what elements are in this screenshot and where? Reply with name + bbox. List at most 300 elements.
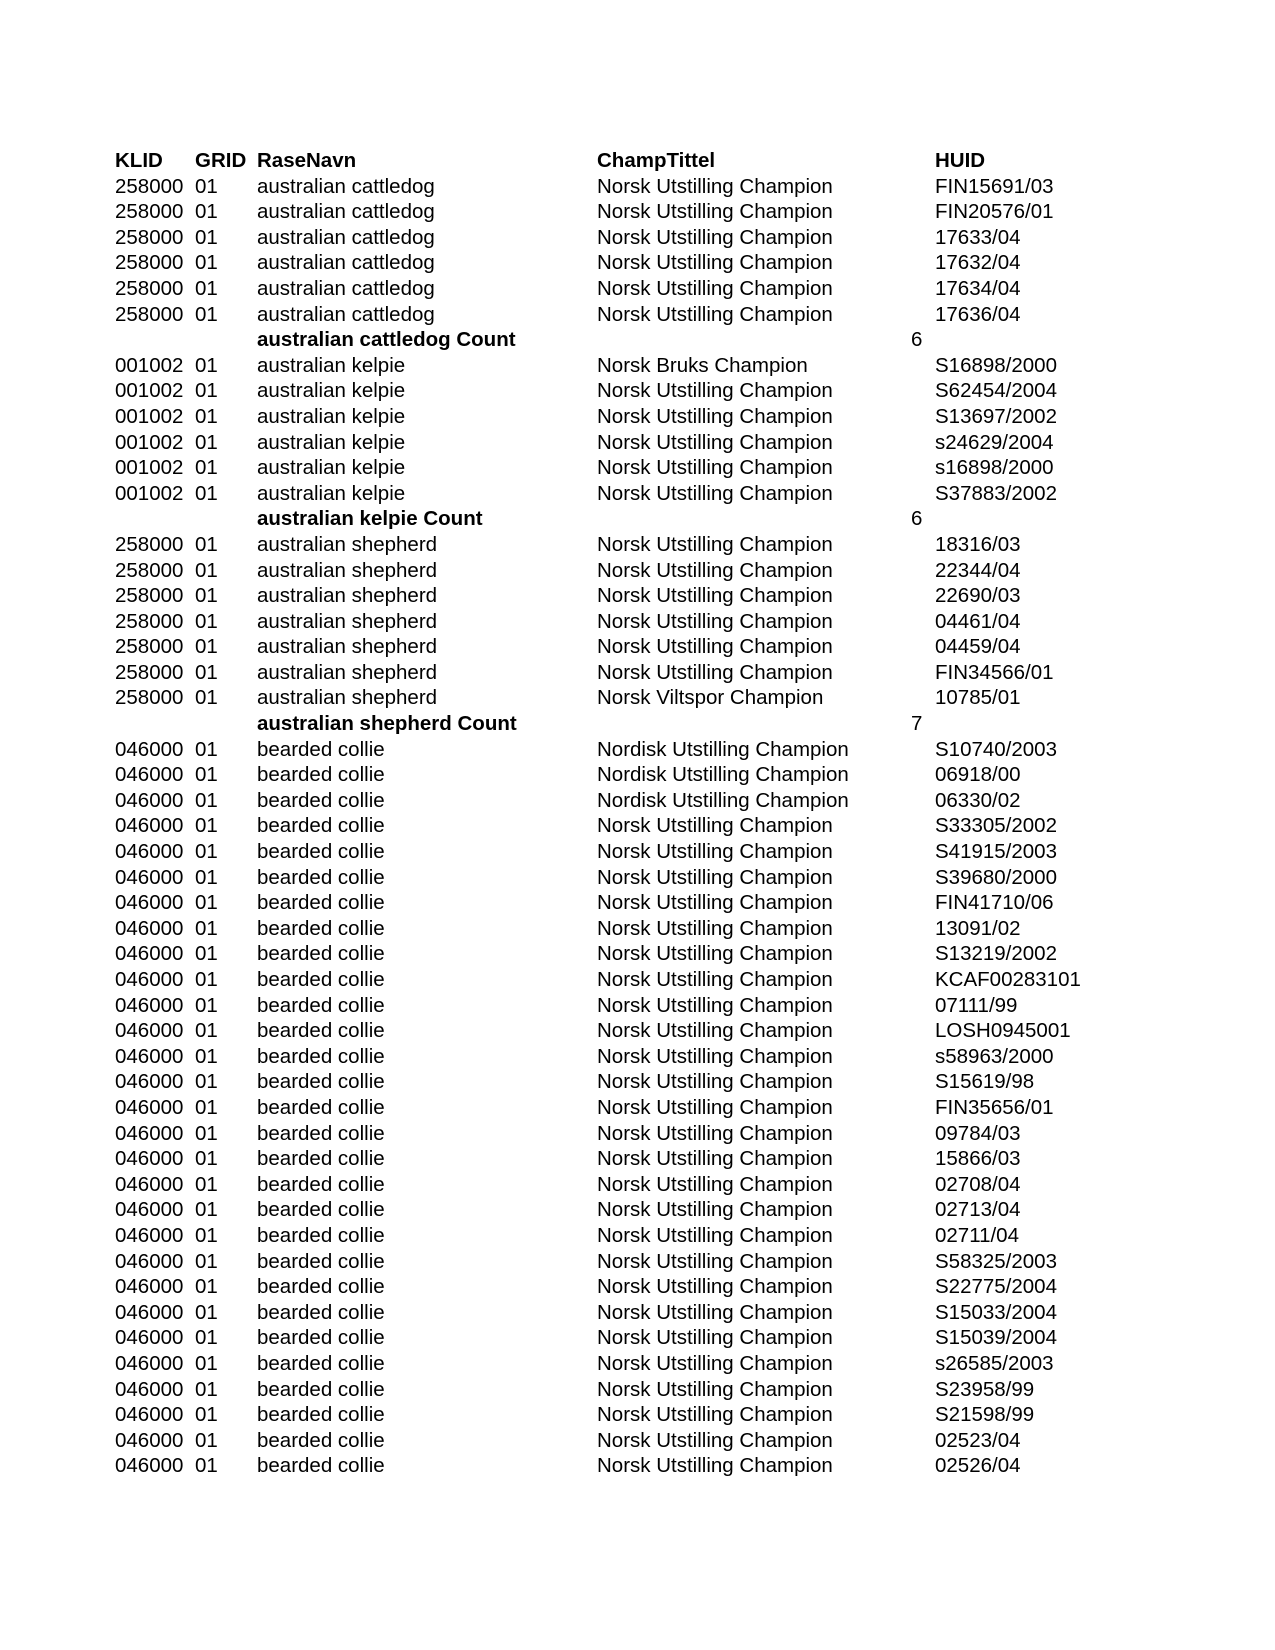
table-row xyxy=(115,1453,1115,1479)
cell-huid: LOSH0945001 xyxy=(935,1019,1071,1043)
cell-champtittel: Norsk Utstilling Champion xyxy=(597,1121,833,1145)
cell-rasenavn: australian shepherd xyxy=(257,532,438,556)
cell-grid: 01 xyxy=(195,1249,218,1273)
cell-grid: 01 xyxy=(195,1044,218,1068)
table-row xyxy=(115,634,1115,660)
cell-rasenavn: bearded collie xyxy=(257,1172,385,1196)
cell-klid: 258000 xyxy=(115,302,184,326)
table-row xyxy=(115,941,1115,967)
table-row xyxy=(115,1069,1115,1095)
table-row xyxy=(115,1172,1115,1198)
cell-champtittel: Norsk Utstilling Champion xyxy=(597,609,833,633)
cell-klid: 046000 xyxy=(115,1095,184,1119)
summary-label: australian kelpie Count xyxy=(257,507,483,531)
cell-champtittel: Norsk Utstilling Champion xyxy=(597,1351,833,1375)
cell-huid: 22344/04 xyxy=(935,558,1021,582)
summary-count: 6 xyxy=(911,507,923,531)
table-row xyxy=(115,1018,1115,1044)
cell-klid: 258000 xyxy=(115,558,184,582)
header-grid: GRID xyxy=(195,149,247,172)
cell-huid: 04461/04 xyxy=(935,609,1021,633)
header-klid: KLID xyxy=(115,149,163,172)
table-row xyxy=(115,1249,1115,1275)
cell-klid: 046000 xyxy=(115,891,184,915)
cell-rasenavn: bearded collie xyxy=(257,891,385,915)
cell-huid: FIN15691/03 xyxy=(935,174,1054,198)
cell-grid: 01 xyxy=(195,814,218,838)
cell-grid: 01 xyxy=(195,1428,218,1452)
table-row xyxy=(115,378,1115,404)
table-row xyxy=(115,1044,1115,1070)
cell-champtittel: Norsk Utstilling Champion xyxy=(597,1275,833,1299)
cell-rasenavn: australian cattledog xyxy=(257,200,435,224)
cell-rasenavn: bearded collie xyxy=(257,1428,385,1452)
cell-huid: FIN20576/01 xyxy=(935,200,1054,224)
cell-champtittel: Norsk Utstilling Champion xyxy=(597,430,833,454)
cell-huid: S10740/2003 xyxy=(935,737,1057,761)
cell-huid: S15039/2004 xyxy=(935,1326,1057,1350)
cell-rasenavn: australian kelpie xyxy=(257,353,406,377)
cell-huid: 02711/04 xyxy=(935,1223,1019,1247)
table-row xyxy=(115,788,1115,814)
cell-champtittel: Norsk Utstilling Champion xyxy=(597,1044,833,1068)
cell-rasenavn: australian kelpie xyxy=(257,456,406,480)
cell-grid: 01 xyxy=(195,1198,218,1222)
cell-grid: 01 xyxy=(195,1121,218,1145)
cell-klid: 258000 xyxy=(115,276,184,300)
cell-grid: 01 xyxy=(195,1326,218,1350)
cell-klid: 046000 xyxy=(115,1275,184,1299)
cell-klid: 046000 xyxy=(115,840,184,864)
summary-row xyxy=(115,327,1115,353)
cell-klid: 258000 xyxy=(115,174,184,198)
cell-klid: 046000 xyxy=(115,942,184,966)
table-row xyxy=(115,1300,1115,1326)
cell-champtittel: Norsk Utstilling Champion xyxy=(597,404,833,428)
cell-grid: 01 xyxy=(195,302,218,326)
cell-huid: 13091/02 xyxy=(935,916,1021,940)
cell-rasenavn: bearded collie xyxy=(257,737,385,761)
header-rasenavn: RaseNavn xyxy=(257,149,357,172)
summary-count: 6 xyxy=(911,328,923,352)
cell-huid: S15619/98 xyxy=(935,1070,1035,1094)
table-row xyxy=(115,583,1115,609)
cell-rasenavn: australian kelpie xyxy=(257,379,406,403)
cell-rasenavn: australian shepherd xyxy=(257,584,438,608)
cell-champtittel: Norsk Utstilling Champion xyxy=(597,379,833,403)
cell-champtittel: Norsk Utstilling Champion xyxy=(597,174,833,198)
cell-klid: 258000 xyxy=(115,660,184,684)
table-row xyxy=(115,916,1115,942)
cell-rasenavn: bearded collie xyxy=(257,916,385,940)
cell-rasenavn: bearded collie xyxy=(257,1249,385,1273)
cell-klid: 046000 xyxy=(115,1070,184,1094)
cell-grid: 01 xyxy=(195,200,218,224)
cell-rasenavn: australian cattledog xyxy=(257,225,435,249)
cell-rasenavn: bearded collie xyxy=(257,968,385,991)
cell-champtittel: Norsk Utstilling Champion xyxy=(597,865,833,889)
summary-count: 7 xyxy=(911,712,923,736)
cell-huid: 02708/04 xyxy=(935,1172,1021,1196)
cell-champtittel: Norsk Utstilling Champion xyxy=(597,558,833,582)
cell-grid: 01 xyxy=(195,353,218,377)
cell-champtittel: Norsk Utstilling Champion xyxy=(597,1454,833,1478)
summary-label: australian shepherd Count xyxy=(257,712,517,736)
cell-grid: 01 xyxy=(195,763,218,787)
cell-huid: S39680/2000 xyxy=(935,865,1057,889)
cell-rasenavn: australian shepherd xyxy=(257,635,438,659)
cell-champtittel: Norsk Utstilling Champion xyxy=(597,1172,833,1196)
table-row xyxy=(115,302,1115,328)
cell-huid: FIN35656/01 xyxy=(935,1095,1054,1119)
cell-huid: s24629/2004 xyxy=(935,430,1054,454)
cell-huid: S41915/2003 xyxy=(935,840,1057,864)
cell-klid: 046000 xyxy=(115,1019,184,1043)
cell-rasenavn: bearded collie xyxy=(257,1351,385,1375)
table-row xyxy=(115,455,1115,481)
cell-klid: 046000 xyxy=(115,788,184,812)
table-row xyxy=(115,481,1115,507)
table-row xyxy=(115,1146,1115,1172)
cell-champtittel: Norsk Utstilling Champion xyxy=(597,584,833,608)
cell-rasenavn: bearded collie xyxy=(257,1403,385,1427)
cell-champtittel: Norsk Utstilling Champion xyxy=(597,1019,833,1043)
cell-huid: 02526/04 xyxy=(935,1454,1021,1478)
cell-grid: 01 xyxy=(195,1223,218,1247)
cell-grid: 01 xyxy=(195,1351,218,1375)
cell-huid: 10785/01 xyxy=(935,686,1021,710)
cell-rasenavn: bearded collie xyxy=(257,1223,385,1247)
cell-klid: 046000 xyxy=(115,737,184,761)
cell-champtittel: Norsk Utstilling Champion xyxy=(597,1403,833,1427)
cell-huid: 07111/99 xyxy=(935,993,1018,1017)
cell-champtittel: Nordisk Utstilling Champion xyxy=(597,737,849,761)
cell-champtittel: Norsk Utstilling Champion xyxy=(597,1198,833,1222)
cell-grid: 01 xyxy=(195,558,218,582)
table-row xyxy=(115,660,1115,686)
cell-klid: 046000 xyxy=(115,1351,184,1375)
table-row xyxy=(115,199,1115,225)
cell-rasenavn: bearded collie xyxy=(257,1019,385,1043)
cell-grid: 01 xyxy=(195,1019,218,1043)
cell-huid: 04459/04 xyxy=(935,635,1021,659)
table-row xyxy=(115,430,1115,456)
cell-klid: 046000 xyxy=(115,968,184,991)
cell-champtittel: Norsk Utstilling Champion xyxy=(597,635,833,659)
cell-klid: 258000 xyxy=(115,200,184,224)
cell-huid: S15033/2004 xyxy=(935,1300,1057,1324)
cell-klid: 046000 xyxy=(115,1454,184,1478)
cell-huid: 02523/04 xyxy=(935,1428,1021,1452)
cell-klid: 001002 xyxy=(115,353,184,377)
cell-klid: 001002 xyxy=(115,481,184,505)
cell-huid: FIN34566/01 xyxy=(935,660,1054,684)
cell-grid: 01 xyxy=(195,916,218,940)
cell-grid: 01 xyxy=(195,968,218,991)
cell-rasenavn: australian cattledog xyxy=(257,251,435,275)
table-row xyxy=(115,250,1115,276)
cell-klid: 046000 xyxy=(115,1147,184,1171)
cell-grid: 01 xyxy=(195,456,218,480)
table-row xyxy=(115,276,1115,302)
cell-rasenavn: bearded collie xyxy=(257,1275,385,1299)
cell-rasenavn: australian cattledog xyxy=(257,174,435,198)
cell-champtittel: Norsk Utstilling Champion xyxy=(597,481,833,505)
cell-rasenavn: bearded collie xyxy=(257,865,385,889)
cell-grid: 01 xyxy=(195,737,218,761)
table-row xyxy=(115,1197,1115,1223)
cell-champtittel: Norsk Utstilling Champion xyxy=(597,968,833,991)
cell-rasenavn: australian cattledog xyxy=(257,302,435,326)
table-row xyxy=(115,225,1115,251)
cell-klid: 046000 xyxy=(115,1428,184,1452)
cell-champtittel: Norsk Viltspor Champion xyxy=(597,686,824,710)
cell-rasenavn: bearded collie xyxy=(257,1044,385,1068)
cell-klid: 046000 xyxy=(115,763,184,787)
cell-grid: 01 xyxy=(195,379,218,403)
cell-champtittel: Norsk Utstilling Champion xyxy=(597,1377,833,1401)
cell-champtittel: Norsk Bruks Champion xyxy=(597,353,808,377)
cell-huid: s58963/2000 xyxy=(935,1044,1054,1068)
cell-klid: 046000 xyxy=(115,1377,184,1401)
cell-champtittel: Norsk Utstilling Champion xyxy=(597,1428,833,1452)
cell-rasenavn: australian shepherd xyxy=(257,660,438,684)
table-row xyxy=(115,890,1115,916)
cell-rasenavn: bearded collie xyxy=(257,1147,385,1171)
cell-klid: 046000 xyxy=(115,1249,184,1273)
cell-rasenavn: australian kelpie xyxy=(257,430,406,454)
cell-champtittel: Norsk Utstilling Champion xyxy=(597,302,833,326)
cell-huid: S33305/2002 xyxy=(935,814,1057,838)
cell-champtittel: Norsk Utstilling Champion xyxy=(597,660,833,684)
table-row xyxy=(115,1121,1115,1147)
cell-champtittel: Norsk Utstilling Champion xyxy=(597,840,833,864)
champion-table xyxy=(115,148,1115,1479)
cell-huid: S58325/2003 xyxy=(935,1249,1057,1273)
cell-grid: 01 xyxy=(195,865,218,889)
cell-champtittel: Norsk Utstilling Champion xyxy=(597,1147,833,1171)
table-row xyxy=(115,1428,1115,1454)
cell-grid: 01 xyxy=(195,1147,218,1171)
cell-champtittel: Norsk Utstilling Champion xyxy=(597,993,833,1017)
cell-rasenavn: australian shepherd xyxy=(257,686,438,710)
cell-klid: 001002 xyxy=(115,430,184,454)
cell-champtittel: Nordisk Utstilling Champion xyxy=(597,763,849,787)
cell-huid: S22775/2004 xyxy=(935,1275,1057,1299)
cell-champtittel: Norsk Utstilling Champion xyxy=(597,942,833,966)
header-champtittel: ChampTittel xyxy=(597,149,716,172)
cell-rasenavn: bearded collie xyxy=(257,1121,385,1145)
cell-klid: 258000 xyxy=(115,635,184,659)
cell-huid: s16898/2000 xyxy=(935,456,1054,480)
cell-champtittel: Norsk Utstilling Champion xyxy=(597,456,833,480)
table-row xyxy=(115,762,1115,788)
cell-grid: 01 xyxy=(195,1300,218,1324)
cell-grid: 01 xyxy=(195,993,218,1017)
cell-rasenavn: bearded collie xyxy=(257,1198,385,1222)
cell-klid: 001002 xyxy=(115,379,184,403)
cell-klid: 046000 xyxy=(115,1121,184,1145)
cell-grid: 01 xyxy=(195,1377,218,1401)
cell-huid: S62454/2004 xyxy=(935,379,1057,403)
header-huid: HUID xyxy=(935,149,986,172)
cell-rasenavn: bearded collie xyxy=(257,788,385,812)
summary-label: australian cattledog Count xyxy=(257,328,516,352)
cell-rasenavn: bearded collie xyxy=(257,840,385,864)
cell-grid: 01 xyxy=(195,609,218,633)
cell-rasenavn: australian kelpie xyxy=(257,404,406,428)
summary-row xyxy=(115,506,1115,532)
cell-grid: 01 xyxy=(195,635,218,659)
cell-huid: 02713/04 xyxy=(935,1198,1021,1222)
cell-grid: 01 xyxy=(195,1454,218,1478)
cell-rasenavn: australian shepherd xyxy=(257,609,438,633)
cell-huid: 17632/04 xyxy=(935,251,1021,275)
table-row xyxy=(115,532,1115,558)
cell-grid: 01 xyxy=(195,225,218,249)
cell-champtittel: Norsk Utstilling Champion xyxy=(597,1249,833,1273)
cell-huid: 06330/02 xyxy=(935,788,1021,812)
cell-klid: 258000 xyxy=(115,532,184,556)
cell-grid: 01 xyxy=(195,1275,218,1299)
table-header xyxy=(115,148,1115,174)
cell-champtittel: Norsk Utstilling Champion xyxy=(597,276,833,300)
cell-grid: 01 xyxy=(195,788,218,812)
cell-grid: 01 xyxy=(195,481,218,505)
cell-grid: 01 xyxy=(195,891,218,915)
table-body xyxy=(115,174,1115,1479)
table-row xyxy=(115,1325,1115,1351)
cell-huid: FIN41710/06 xyxy=(935,891,1054,915)
cell-champtittel: Norsk Utstilling Champion xyxy=(597,1326,833,1350)
cell-rasenavn: bearded collie xyxy=(257,1454,385,1478)
cell-klid: 001002 xyxy=(115,456,184,480)
cell-grid: 01 xyxy=(195,251,218,275)
table-row xyxy=(115,813,1115,839)
cell-huid: S21598/99 xyxy=(935,1403,1035,1427)
cell-grid: 01 xyxy=(195,584,218,608)
cell-grid: 01 xyxy=(195,404,218,428)
cell-grid: 01 xyxy=(195,276,218,300)
table-row xyxy=(115,685,1115,711)
cell-grid: 01 xyxy=(195,840,218,864)
table-row xyxy=(115,1351,1115,1377)
cell-grid: 01 xyxy=(195,1095,218,1119)
cell-champtittel: Norsk Utstilling Champion xyxy=(597,1070,833,1094)
cell-champtittel: Norsk Utstilling Champion xyxy=(597,891,833,915)
cell-rasenavn: bearded collie xyxy=(257,942,385,966)
cell-huid: 15866/03 xyxy=(935,1147,1021,1171)
table-row xyxy=(115,1095,1115,1121)
cell-champtittel: Norsk Utstilling Champion xyxy=(597,1300,833,1324)
table-row xyxy=(115,174,1115,200)
cell-champtittel: Norsk Utstilling Champion xyxy=(597,532,833,556)
cell-klid: 046000 xyxy=(115,1198,184,1222)
cell-klid: 258000 xyxy=(115,686,184,710)
cell-klid: 046000 xyxy=(115,814,184,838)
cell-klid: 046000 xyxy=(115,1044,184,1068)
cell-champtittel: Norsk Utstilling Champion xyxy=(597,225,833,249)
cell-champtittel: Norsk Utstilling Champion xyxy=(597,1095,833,1119)
cell-grid: 01 xyxy=(195,532,218,556)
cell-klid: 258000 xyxy=(115,225,184,249)
cell-klid: 046000 xyxy=(115,1403,184,1427)
cell-klid: 001002 xyxy=(115,404,184,428)
cell-grid: 01 xyxy=(195,942,218,966)
cell-rasenavn: australian shepherd xyxy=(257,558,438,582)
cell-rasenavn: bearded collie xyxy=(257,1326,385,1350)
cell-rasenavn: bearded collie xyxy=(257,1377,385,1401)
cell-rasenavn: bearded collie xyxy=(257,814,385,838)
cell-huid: s26585/2003 xyxy=(935,1351,1054,1375)
cell-huid: 09784/03 xyxy=(935,1121,1021,1145)
cell-champtittel: Norsk Utstilling Champion xyxy=(597,200,833,224)
table-row xyxy=(115,404,1115,430)
table-row xyxy=(115,558,1115,584)
cell-champtittel: Nordisk Utstilling Champion xyxy=(597,788,849,812)
cell-klid: 046000 xyxy=(115,1300,184,1324)
cell-grid: 01 xyxy=(195,430,218,454)
cell-huid: S13697/2002 xyxy=(935,404,1057,428)
cell-klid: 258000 xyxy=(115,609,184,633)
table-row xyxy=(115,353,1115,379)
cell-klid: 046000 xyxy=(115,1172,184,1196)
table-row xyxy=(115,993,1115,1019)
cell-grid: 01 xyxy=(195,174,218,198)
table-row xyxy=(115,1274,1115,1300)
cell-klid: 046000 xyxy=(115,1326,184,1350)
cell-huid: S37883/2002 xyxy=(935,481,1057,505)
cell-grid: 01 xyxy=(195,1403,218,1427)
cell-huid: 17633/04 xyxy=(935,225,1021,249)
table-row xyxy=(115,609,1115,635)
cell-rasenavn: bearded collie xyxy=(257,1300,385,1324)
cell-rasenavn: bearded collie xyxy=(257,763,385,787)
cell-champtittel: Norsk Utstilling Champion xyxy=(597,814,833,838)
cell-klid: 258000 xyxy=(115,251,184,275)
cell-huid: 17636/04 xyxy=(935,302,1021,326)
summary-row xyxy=(115,711,1115,737)
cell-huid: S23958/99 xyxy=(935,1377,1035,1401)
table-row xyxy=(115,865,1115,891)
table-row xyxy=(115,967,1115,993)
cell-huid: S16898/2000 xyxy=(935,353,1057,377)
table-row xyxy=(115,839,1115,865)
table-row xyxy=(115,1402,1115,1428)
cell-rasenavn: australian kelpie xyxy=(257,481,406,505)
cell-rasenavn: bearded collie xyxy=(257,1095,385,1119)
cell-grid: 01 xyxy=(195,686,218,710)
cell-huid: KCAF00283101 xyxy=(935,968,1081,991)
cell-klid: 046000 xyxy=(115,865,184,889)
cell-klid: 258000 xyxy=(115,584,184,608)
cell-champtittel: Norsk Utstilling Champion xyxy=(597,916,833,940)
cell-rasenavn: bearded collie xyxy=(257,993,385,1017)
table-row xyxy=(115,737,1115,763)
cell-grid: 01 xyxy=(195,1172,218,1196)
cell-huid: 18316/03 xyxy=(935,532,1021,556)
cell-champtittel: Norsk Utstilling Champion xyxy=(597,251,833,275)
cell-grid: 01 xyxy=(195,1070,218,1094)
cell-huid: 22690/03 xyxy=(935,584,1021,608)
cell-huid: S13219/2002 xyxy=(935,942,1057,966)
cell-klid: 046000 xyxy=(115,1223,184,1247)
table-row xyxy=(115,1377,1115,1403)
cell-rasenavn: bearded collie xyxy=(257,1070,385,1094)
cell-klid: 046000 xyxy=(115,916,184,940)
cell-grid: 01 xyxy=(195,660,218,684)
cell-champtittel: Norsk Utstilling Champion xyxy=(597,1223,833,1247)
